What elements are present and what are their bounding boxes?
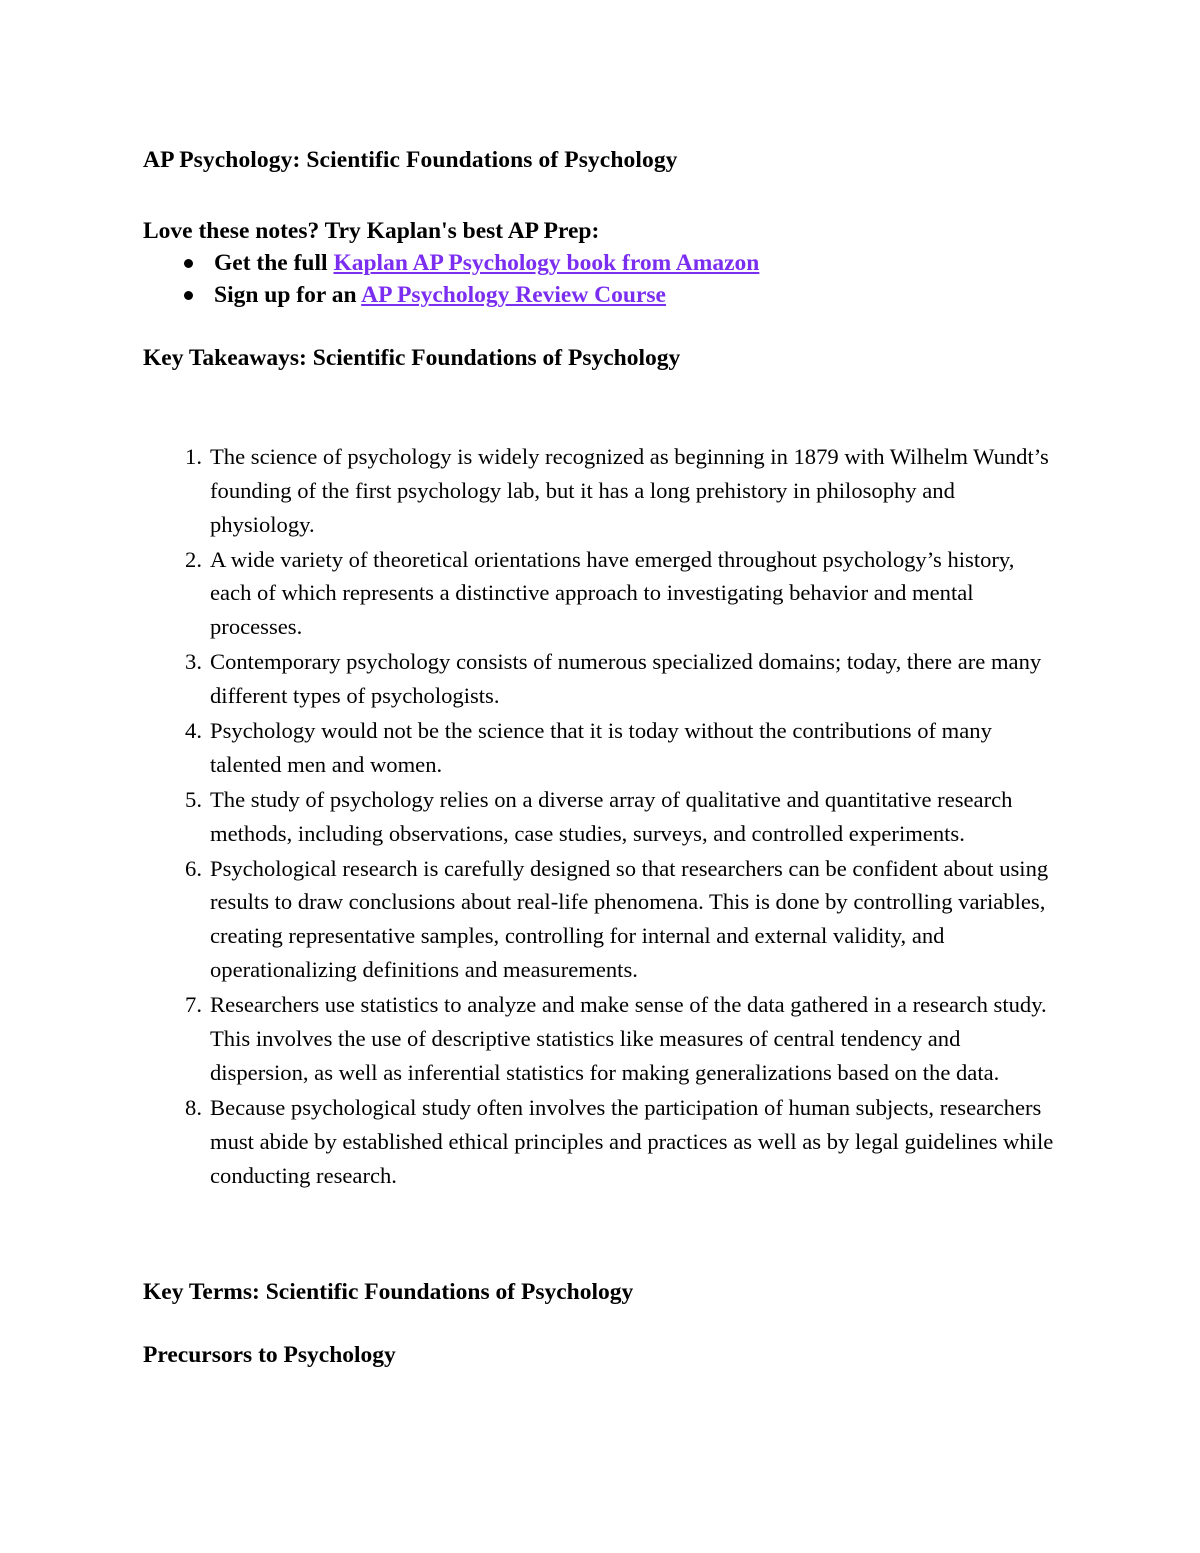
key-terms-heading: Key Terms: Scientific Foundations of Psychology xyxy=(143,1279,634,1306)
list-item xyxy=(143,247,1060,279)
bullet-icon xyxy=(184,259,193,268)
list-item xyxy=(143,1091,1060,1193)
bullet-icon xyxy=(184,291,193,300)
takeaway-text: The science of psychology is widely recognized as beginning in 1879 with Wilhelm Wundt’s founding of the first psychology lab, but it has a long prehistory in philosophy and physiology. xyxy=(210,443,1049,537)
spacer xyxy=(143,176,1060,216)
takeaway-text: Contemporary psychology consists of numerous specialized domains; today, there are many different types of psychologists. xyxy=(210,649,1042,709)
promo-heading: Love these notes? Try Kaplan's best AP Prep: xyxy=(143,218,600,245)
takeaway-text: A wide variety of theoretical orientations have emerged throughout psychology’s history, each of which represents a distinctive approach to investigating behavior and mental processes. xyxy=(210,546,1015,640)
list-item xyxy=(143,645,1060,713)
spacer xyxy=(143,1193,1060,1277)
list-item xyxy=(143,279,1060,311)
list-item xyxy=(143,543,1060,645)
takeaway-text: Researchers use statistics to analyze and make sense of the data gathered in a research study. This involves the use of descriptive statistics like measures of central tendency and dispersion, as well as inferential statistics for making generalizations based on the data. xyxy=(210,992,1047,1085)
review-course-link[interactable]: AP Psychology Review Course xyxy=(361,282,666,309)
key-takeaways-heading: Key Takeaways: Scientific Foundations of Psychology xyxy=(143,344,681,371)
takeaway-text: The study of psychology relies on a diverse array of qualitative and quantitative research methods, including observations, case studies, surveys, and controlled experiments. xyxy=(210,786,1013,846)
list-item xyxy=(143,988,1060,1090)
list-item xyxy=(143,852,1060,988)
list-item xyxy=(143,783,1060,851)
takeaway-text: Because psychological study often involves the participation of human subjects, researchers must abide by established ethical principles and practices as well as by legal guidelines while conducting research. xyxy=(210,1094,1054,1188)
list-item xyxy=(143,440,1060,542)
precursors-heading: Precursors to Psychology xyxy=(143,1341,396,1368)
promo-item-prefix: Get the full xyxy=(214,250,334,277)
takeaway-text: Psychology would not be the science that it is today without the contributions of many talented men and women. xyxy=(210,718,992,777)
promo-item-prefix: Sign up for an xyxy=(214,282,362,309)
page-title: AP Psychology: Scientific Foundations of Psychology xyxy=(143,147,678,173)
list-item xyxy=(143,714,1060,782)
takeaway-text: Psychological research is carefully designed so that researchers can be confident about using results to draw conclusions about real-life phenomena. This is done by controlling variables, creating representative samples, controlling for internal and external validity, and operationalizing definitions and measurements. xyxy=(210,855,1049,983)
spacer xyxy=(143,312,1060,343)
promo-list xyxy=(143,247,1060,312)
spacer xyxy=(143,1309,1060,1340)
kaplan-book-link[interactable]: Kaplan AP Psychology book from Amazon xyxy=(333,250,760,277)
takeaways-list xyxy=(143,440,1060,1193)
spacer xyxy=(143,374,1060,440)
